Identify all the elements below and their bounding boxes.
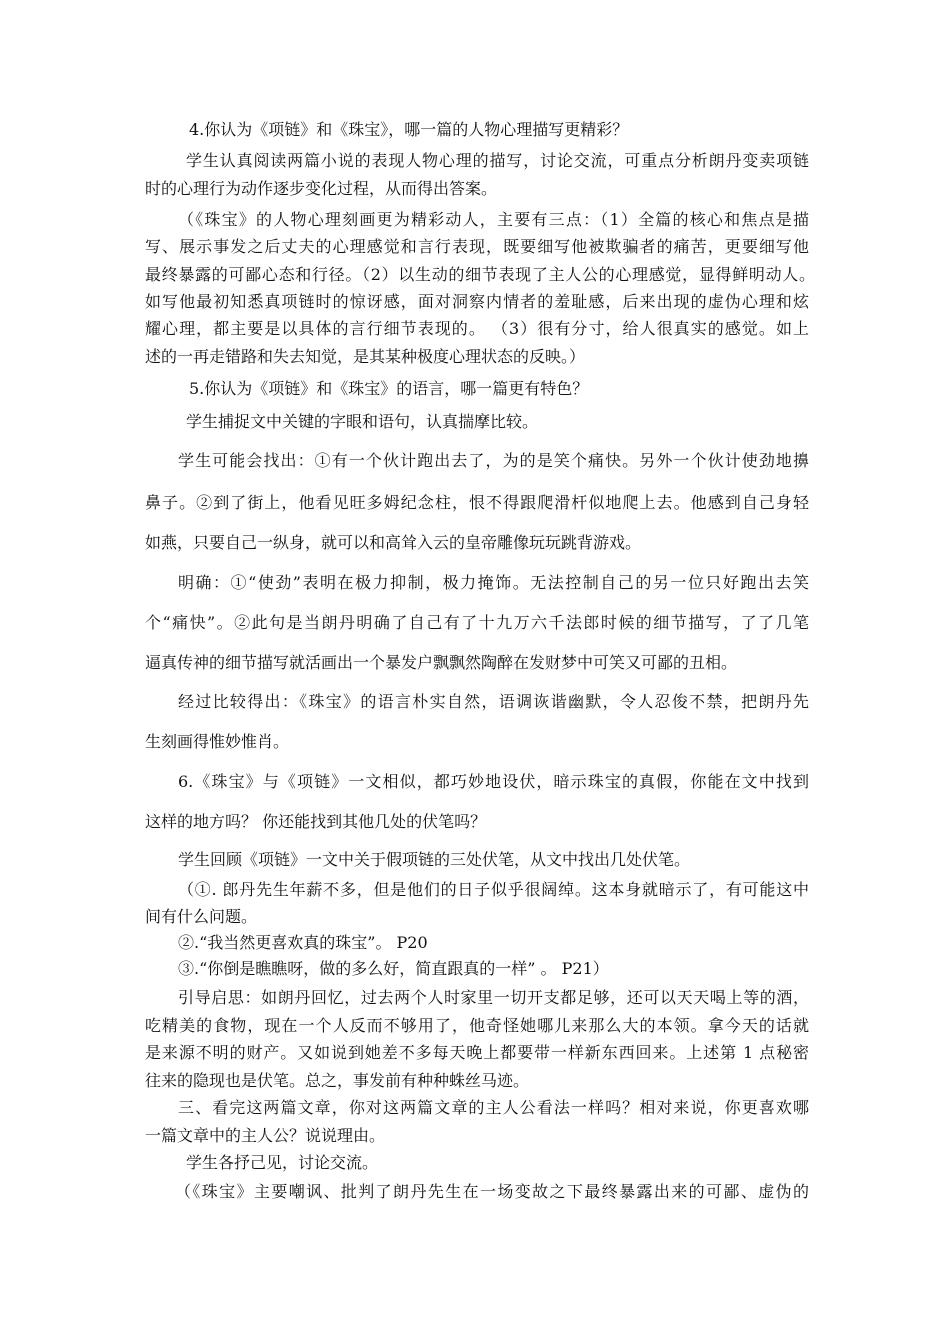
question-5: 5.你认为《项链》和《珠宝》的语言，哪一篇更有特色？ xyxy=(189,379,589,398)
foreshadow-3: ③.“你倒是瞧瞧呀，做的多么好，简直跟真的一样” 。 P21） xyxy=(178,959,609,978)
section-3-heading: 三、看完这两篇文章，你对这两篇文章的主人公看法一样吗？相对来说，你更喜欢哪 xyxy=(178,1098,809,1117)
paragraph-line: （《珠宝》主要嘲讽、批判了朗丹先生在一场变故之下最终暴露出来的可鄙、虚伪的 xyxy=(175,1182,809,1201)
paragraph-line: （①. 郎丹先生年薪不多，但是他们的日子似乎很阔绰。这本身就暗示了，有可能这中 xyxy=(178,880,809,899)
paragraph-line: 如燕，只要自己一纵身，就可以和高耸入云的皇帝雕像玩玩跳背游戏。 xyxy=(145,533,642,552)
paragraph-line: 这样的地方吗？ 你还能找到其他几处的伏笔吗？ xyxy=(145,812,487,831)
paragraph-line: （《珠宝》的人物心理刻画更为精彩动人，主要有三点：（1）全篇的核心和焦点是描 xyxy=(178,210,809,229)
foreshadow-2: ②.“我当然更喜欢真的珠宝”。 P20 xyxy=(178,933,428,952)
paragraph-line: 往来的隐现也是伏笔。总之，事发前有种种蛛丝马迹。 xyxy=(145,1071,530,1090)
paragraph-line: 明确：①“使劲”表明在极力抑制，极力掩饰。无法控制自己的另一位只好跑出去笑 xyxy=(178,573,809,592)
paragraph-line: 学生捕捉文中关键的字眼和语句，认真揣摩比较。 xyxy=(186,412,539,431)
paragraph-line: 鼻子。②到了街上，他看见旺多姆纪念柱，恨不得跟爬滑杆似地爬上去。他感到自己身轻 xyxy=(145,493,809,512)
paragraph-line: 经过比较得出：《珠宝》的语言朴实自然，语调诙谐幽默，令人忍俊不禁，把朗丹先 xyxy=(178,692,809,711)
paragraph-line: 间有什么问题。 xyxy=(145,907,258,926)
paragraph-line: 引导启思：如朗丹回忆，过去两个人时家里一切开支都足够，还可以天天喝上等的酒， xyxy=(178,988,809,1007)
paragraph-line: 学生回顾《项链》一文中关于假项链的三处伏笔，从文中找出几处伏笔。 xyxy=(178,850,691,869)
paragraph-line: 最终暴露的可鄙心态和行径。（2）以生动的细节表现了主人公的心理感觉，显得鲜明动人。 xyxy=(145,265,815,284)
question-6: 6.《珠宝》与《项链》一文相似，都巧妙地设伏，暗示珠宝的真假，你能在文中找到 xyxy=(178,772,809,791)
question-4: 4.你认为《项链》和《珠宝》，哪一篇的人物心理描写更精彩？ xyxy=(189,120,629,139)
paragraph-line: 吃精美的食物，现在一个人反而不够用了，他奇怪她哪儿来那么大的本领。拿今天的话就 xyxy=(145,1016,809,1035)
paragraph-line: 是来源不明的财产。又如说到她差不多每天晚上都要带一样新东西回来。上述第 1 点秘密 xyxy=(145,1043,809,1062)
paragraph-line: 学生可能会找出：①有一个伙计跑出去了，为的是笑个痛快。另外一个伙计使劲地擤 xyxy=(178,451,809,470)
paragraph-line: 学生认真阅读两篇小说的表现人物心理的描写，讨论交流，可重点分析朗丹变卖项链 xyxy=(186,151,809,170)
paragraph-line: 耀心理，都主要是以具体的言行细节表现的。 （3）很有分寸，给人很真实的感觉。如上 xyxy=(145,319,809,338)
paragraph-line: 学生各抒己见，讨论交流。 xyxy=(186,1153,379,1172)
paragraph-line: 时的心理行为动作逐步变化过程，从而得出答案。 xyxy=(145,179,498,198)
paragraph-line: 述的一再走错路和失去知觉，是其某种极度心理状态的反映。） xyxy=(145,347,586,366)
paragraph-line: 如写他最初知悉真项链时的惊讶感，面对洞察内情者的羞耻感，后来出现的虚伪心理和炫 xyxy=(145,292,809,311)
paragraph-line: 一篇文章中的主人公？说说理由。 xyxy=(145,1126,386,1145)
paragraph-line: 个“痛快”。②此句是当朗丹明确了自己有了十九万六千法郎时候的细节描写，了了几笔 xyxy=(145,613,809,632)
paragraph-line: 生刻画得惟妙惟肖。 xyxy=(145,732,290,751)
paragraph-line: 逼真传神的细节描写就活画出一个暴发户飘飘然陶醉在发财梦中可笑又可鄙的丑相。 xyxy=(145,653,738,672)
paragraph-line: 写、展示事发之后丈夫的心理感觉和言行表现，既要细写他被欺骗者的痛苦，更要细写他 xyxy=(145,237,809,256)
